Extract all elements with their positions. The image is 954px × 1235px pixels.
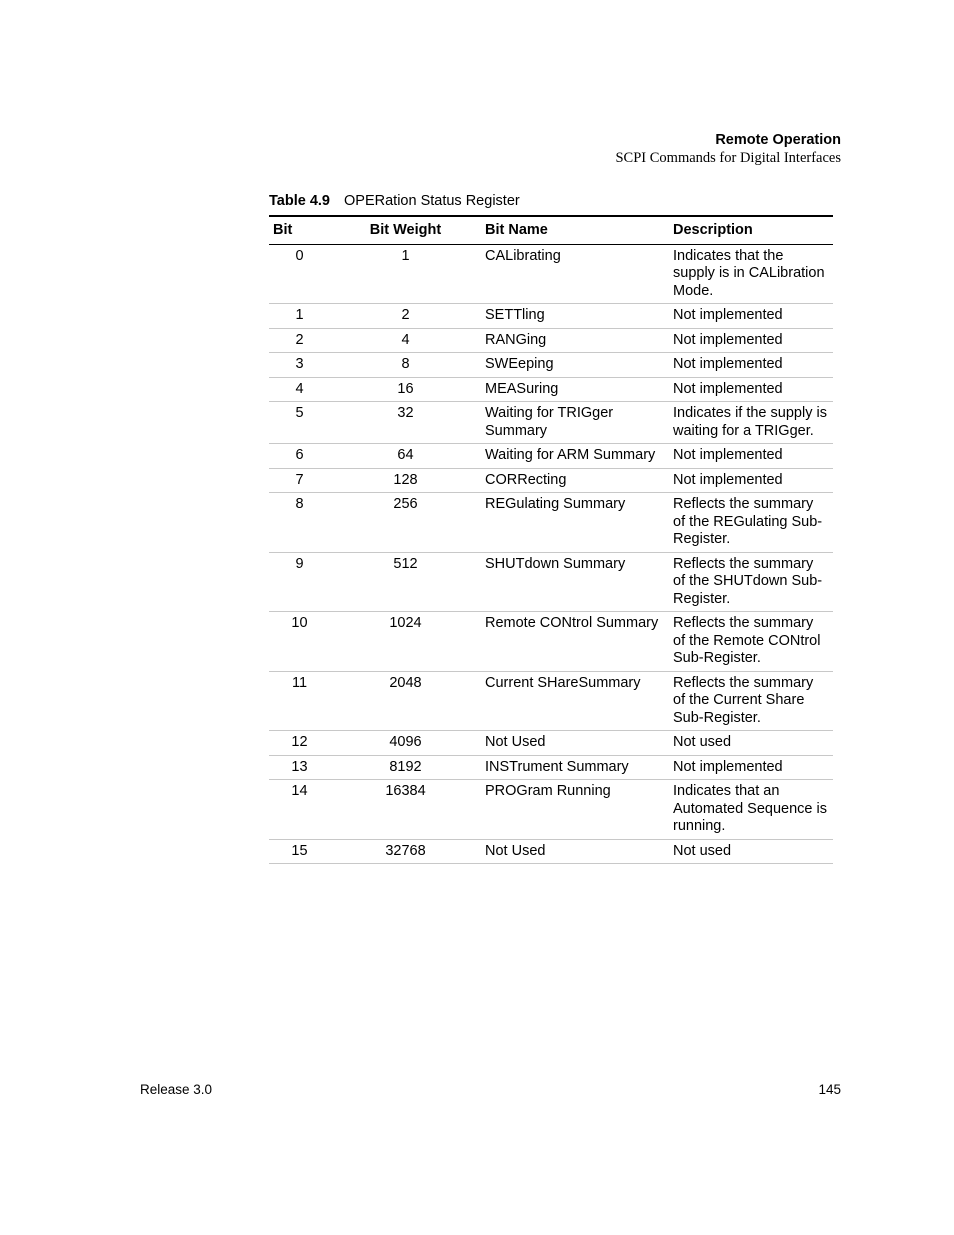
table-row (269, 755, 833, 780)
chapter-title: Remote Operation (715, 132, 841, 148)
cell-bit-weight: 32768 (330, 839, 481, 864)
table-row (269, 552, 833, 612)
cell-description: Reflects the summary of the Current Share Sub-Register. (669, 671, 833, 731)
cell-bit: 3 (269, 353, 330, 378)
cell-bit-weight: 32 (330, 402, 481, 444)
cell-bit-weight: 8 (330, 353, 481, 378)
operation-status-register-table (269, 215, 833, 864)
cell-bit-weight: 8192 (330, 755, 481, 780)
cell-description: Not implemented (669, 755, 833, 780)
cell-description: Not implemented (669, 304, 833, 329)
cell-bit: 8 (269, 493, 330, 553)
cell-bit-weight: 1024 (330, 612, 481, 672)
cell-bit-name: CORRecting (481, 468, 669, 493)
cell-description: Indicates that an Automated Sequence is running. (669, 780, 833, 840)
cell-description: Reflects the summary of the REGulating Sub-Register. (669, 493, 833, 553)
table-row (269, 353, 833, 378)
table-row (269, 304, 833, 329)
header-bit-weight: Bit Weight (330, 216, 481, 244)
cell-bit-name: SHUTdown Summary (481, 552, 669, 612)
cell-description: Indicates if the supply is waiting for a TRIGger. (669, 402, 833, 444)
cell-bit: 5 (269, 402, 330, 444)
cell-bit-name: REGulating Summary (481, 493, 669, 553)
table-row (269, 377, 833, 402)
cell-bit-name: SWEeping (481, 353, 669, 378)
cell-bit-weight: 16384 (330, 780, 481, 840)
cell-bit-weight: 512 (330, 552, 481, 612)
cell-description: Not implemented (669, 377, 833, 402)
table-row (269, 402, 833, 444)
cell-bit: 4 (269, 377, 330, 402)
table-row (269, 612, 833, 672)
table-row (269, 468, 833, 493)
cell-bit-name: Current SHareSummary (481, 671, 669, 731)
cell-bit-name: MEASuring (481, 377, 669, 402)
cell-bit-weight: 128 (330, 468, 481, 493)
cell-description: Not used (669, 839, 833, 864)
page-number: 145 (818, 1082, 841, 1097)
cell-bit: 2 (269, 328, 330, 353)
cell-bit-weight: 256 (330, 493, 481, 553)
table-title: OPERation Status Register (344, 193, 520, 209)
cell-bit-name: PROGram Running (481, 780, 669, 840)
cell-bit-name: Not Used (481, 731, 669, 756)
table-row (269, 839, 833, 864)
cell-bit-name: INSTrument Summary (481, 755, 669, 780)
cell-bit: 14 (269, 780, 330, 840)
cell-bit-weight: 4096 (330, 731, 481, 756)
cell-bit-name: Not Used (481, 839, 669, 864)
cell-description: Not implemented (669, 353, 833, 378)
cell-description: Not used (669, 731, 833, 756)
cell-description: Reflects the summary of the SHUTdown Sub-Register. (669, 552, 833, 612)
cell-bit: 15 (269, 839, 330, 864)
cell-bit-name: Waiting for TRIGger Summary (481, 402, 669, 444)
table-row (269, 244, 833, 304)
table-caption (269, 192, 520, 210)
header-description: Description (669, 216, 833, 244)
cell-bit: 11 (269, 671, 330, 731)
table-body (269, 244, 833, 864)
cell-description: Reflects the summary of the Remote CONtrol Sub-Register. (669, 612, 833, 672)
table-row (269, 328, 833, 353)
cell-description: Not implemented (669, 328, 833, 353)
table-header-row (269, 216, 833, 244)
section-title: SCPI Commands for Digital Interfaces (615, 150, 841, 166)
cell-bit: 10 (269, 612, 330, 672)
cell-bit-name: RANGing (481, 328, 669, 353)
running-head (615, 131, 841, 167)
cell-bit-weight: 2 (330, 304, 481, 329)
table-row (269, 671, 833, 731)
cell-bit: 12 (269, 731, 330, 756)
table-number: Table 4.9 (269, 193, 330, 209)
footer-release: Release 3.0 (140, 1082, 213, 1097)
table-row (269, 780, 833, 840)
cell-description: Indicates that the supply is in CALibration Mode. (669, 244, 833, 304)
table-row (269, 493, 833, 553)
cell-bit-weight: 64 (330, 444, 481, 469)
header-bit: Bit (269, 216, 330, 244)
cell-bit: 13 (269, 755, 330, 780)
cell-bit: 1 (269, 304, 330, 329)
table-row (269, 444, 833, 469)
cell-bit-weight: 1 (330, 244, 481, 304)
cell-bit: 9 (269, 552, 330, 612)
cell-bit-weight: 16 (330, 377, 481, 402)
header-bit-name: Bit Name (481, 216, 669, 244)
cell-bit: 6 (269, 444, 330, 469)
cell-bit-weight: 2048 (330, 671, 481, 731)
cell-bit-name: Waiting for ARM Summary (481, 444, 669, 469)
cell-bit: 7 (269, 468, 330, 493)
cell-bit-name: Remote CONtrol Summary (481, 612, 669, 672)
cell-description: Not implemented (669, 444, 833, 469)
cell-bit-weight: 4 (330, 328, 481, 353)
cell-bit-name: SETTling (481, 304, 669, 329)
cell-description: Not implemented (669, 468, 833, 493)
cell-bit: 0 (269, 244, 330, 304)
cell-bit-name: CALibrating (481, 244, 669, 304)
table-row (269, 731, 833, 756)
